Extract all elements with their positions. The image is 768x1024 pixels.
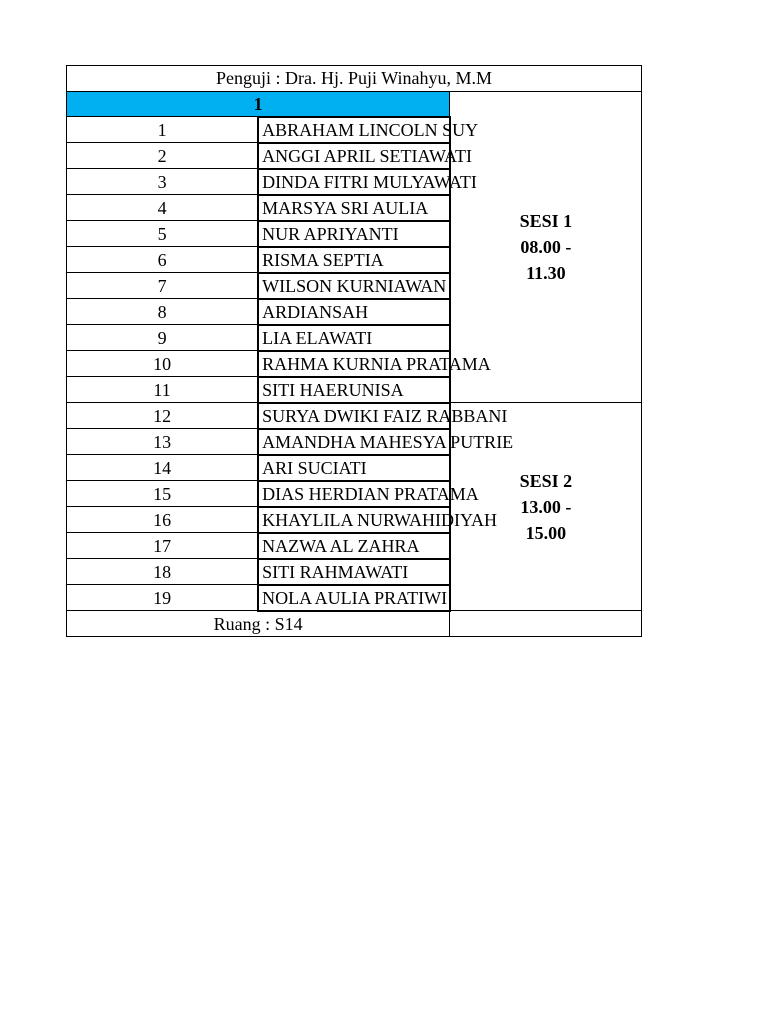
row-number: 12	[67, 403, 259, 429]
student-name: SITI RAHMAWATI	[258, 559, 450, 585]
student-name: DIAS HERDIAN PRATAMA	[258, 481, 450, 507]
empty-cell	[450, 611, 642, 637]
row-number: 2	[67, 143, 259, 169]
schedule-sheet	[66, 65, 642, 637]
row-number: 19	[67, 585, 259, 611]
session-2-label	[451, 468, 641, 546]
session-1-end: 11.30	[526, 262, 566, 283]
student-name: SITI HAERUNISA	[258, 377, 450, 403]
row-number: 1	[67, 117, 259, 143]
session-1-name: SESI 1	[519, 210, 573, 231]
row-number: 10	[67, 351, 259, 377]
row-number: 8	[67, 299, 259, 325]
table-row	[67, 403, 642, 429]
student-name: RAHMA KURNIA PRATAMA	[258, 351, 450, 377]
row-number: 16	[67, 507, 259, 533]
row-number: 17	[67, 533, 259, 559]
row-number: 9	[67, 325, 259, 351]
student-name: ABRAHAM LINCOLN SUY	[258, 117, 450, 143]
student-name: WILSON KURNIAWAN	[258, 273, 450, 299]
title-row	[67, 66, 642, 92]
session-1-start: 08.00 -	[520, 236, 572, 257]
session-1-label	[451, 208, 641, 286]
row-number: 7	[67, 273, 259, 299]
student-name: ANGGI APRIL SETIAWATI	[258, 143, 450, 169]
examiner-title: Penguji : Dra. Hj. Puji Winahyu, M.M	[67, 66, 642, 92]
student-name: SURYA DWIKI FAIZ RABBANI	[258, 403, 450, 429]
group-label: 1	[67, 91, 450, 117]
schedule-table	[66, 65, 642, 637]
student-name: ARDIANSAH	[258, 299, 450, 325]
student-name: ARI SUCIATI	[258, 455, 450, 481]
student-name: NAZWA AL ZAHRA	[258, 533, 450, 559]
row-number: 3	[67, 169, 259, 195]
student-name: NOLA AULIA PRATIWI	[258, 585, 450, 611]
footer-row	[67, 611, 642, 637]
row-number: 14	[67, 455, 259, 481]
student-name: DINDA FITRI MULYAWATI	[258, 169, 450, 195]
student-name: RISMA SEPTIA	[258, 247, 450, 273]
row-number: 11	[67, 377, 259, 403]
student-name: KHAYLILA NURWAHIDIYAH	[258, 507, 450, 533]
group-row	[67, 91, 642, 117]
session-2-name: SESI 2	[519, 470, 573, 491]
row-number: 5	[67, 221, 259, 247]
student-name: LIA ELAWATI	[258, 325, 450, 351]
row-number: 6	[67, 247, 259, 273]
row-number: 18	[67, 559, 259, 585]
student-name: NUR APRIYANTI	[258, 221, 450, 247]
row-number: 4	[67, 195, 259, 221]
room-label: Ruang : S14	[67, 611, 450, 637]
session-2-end: 15.00	[525, 522, 567, 543]
session-2-start: 13.00 -	[520, 496, 572, 517]
row-number: 15	[67, 481, 259, 507]
student-name: MARSYA SRI AULIA	[258, 195, 450, 221]
student-name: AMANDHA MAHESYA PUTRIE	[258, 429, 450, 455]
row-number: 13	[67, 429, 259, 455]
